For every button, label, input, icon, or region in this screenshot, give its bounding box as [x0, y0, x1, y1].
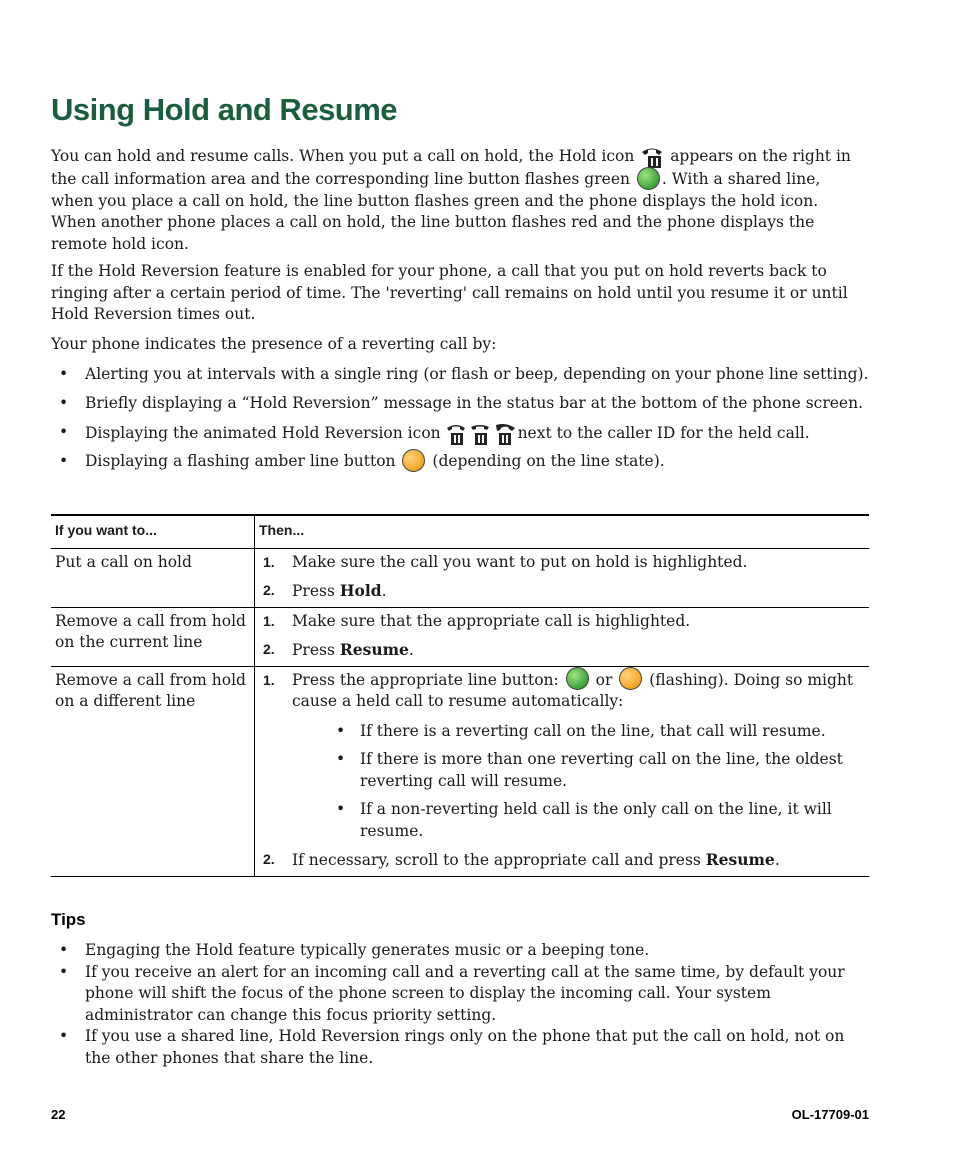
resume-conditions-list [292, 721, 865, 843]
step-item [263, 670, 865, 843]
steps-cell [255, 607, 870, 666]
step-text: Make sure that the appropriate call is highlighted. [292, 611, 691, 630]
list-item [51, 422, 869, 451]
step-number: 1. [263, 612, 275, 629]
table-row [51, 548, 869, 607]
column-header-task: If you want to... [51, 515, 255, 548]
softkey-label: Hold [339, 581, 382, 600]
hold-reversion-icon [446, 422, 518, 446]
intro-text-c: . With a shared line, when you place a call on hold, the line button flashes green and the phone displays the hold icon. When another phone places a call on hold, the line button flashes red and the phone displays the remote hold icon. [51, 170, 821, 253]
intro-paragraph-2: If the Hold Reversion feature is enabled for your phone, a call that you put on hold reverts back to ringing after a certain period of time. The 'reverting' call remains on hold until you resume it or until Hold Reversion times out. [51, 262, 848, 323]
green-line-button-icon [637, 167, 660, 190]
list-item-text: Alerting you at intervals with a single ring (or flash or beep, depending on your phone line setting). [85, 365, 869, 383]
list-item: • Engaging the Hold feature typically generates music or a beeping tone. [51, 940, 869, 962]
steps-list [263, 552, 865, 603]
column-header-steps: Then... [255, 515, 870, 548]
intro-paragraph-1 [51, 145, 865, 255]
list-item: • If there is a reverting call on the line, that call will resume. [292, 721, 865, 743]
step-number: 2. [263, 641, 275, 657]
step-text: . [408, 641, 414, 659]
page-number: 22 [51, 1107, 66, 1122]
intro-paragraph-3: Your phone indicates the presence of a reverting call by: [51, 335, 497, 353]
step-text: Press the appropriate line button: [292, 670, 559, 689]
table-row [51, 666, 869, 876]
list-item-text: Briefly displaying a “Hold Reversion” message in the status bar at the bottom of the phone screen. [85, 394, 863, 412]
table-header-row [51, 515, 869, 548]
hold-icon [639, 145, 665, 169]
green-line-button-icon [566, 667, 589, 690]
task-cell: Remove a call from hold on the current line [51, 607, 255, 666]
steps-cell [255, 666, 870, 876]
step-number: 1. [263, 553, 275, 570]
list-item: • If you receive an alert for an incoming call and a reverting call at the same time, by default your phone will shift the focus of the phone screen to display the incoming call. Your system administrator can change this focus priority setting. [51, 962, 869, 1027]
list-item [51, 451, 869, 480]
reverting-indicators-list [51, 364, 869, 480]
tips-list [51, 940, 869, 1069]
step-text: (flashing). Doing so might cause a held call to resume automatically: [292, 670, 854, 710]
list-item [51, 393, 869, 422]
step-number: 1. [263, 671, 275, 688]
step-text: Press [292, 582, 335, 600]
step-text: . [381, 582, 387, 600]
step-item [263, 580, 865, 603]
list-item: • If you use a shared line, Hold Reversion rings only on the phone that put the call on hold, not on the other phones that share the line. [51, 1026, 869, 1069]
step-number: 2. [263, 582, 275, 598]
step-item [263, 611, 865, 633]
softkey-label: Resume [339, 640, 409, 659]
step-text: Make sure the call you want to put on hold is highlighted. [292, 552, 748, 571]
step-text: Press [292, 641, 335, 659]
list-item [51, 364, 869, 393]
list-item-text: Displaying a flashing amber line button [85, 452, 396, 470]
list-item-text: next to the caller ID for the held call. [517, 424, 810, 442]
step-item [263, 849, 865, 872]
step-text: If necessary, scroll to the appropriate call and press [292, 851, 701, 869]
softkey-label: Resume [705, 850, 775, 869]
amber-line-button-icon [619, 667, 642, 690]
intro-text-a: You can hold and resume calls. When you put a call on hold, the Hold icon [51, 147, 635, 165]
amber-line-button-icon [402, 449, 425, 472]
steps-list [263, 670, 865, 872]
document-id: OL-17709-01 [791, 1107, 869, 1122]
list-item: • If a non-reverting held call is the only call on the line, it will resume. [292, 799, 865, 842]
step-text: . [774, 851, 780, 869]
task-cell: Remove a call from hold on a different line [51, 666, 255, 876]
list-item-text: Displaying the animated Hold Reversion icon [85, 424, 441, 442]
list-item: • If there is more than one reverting call on the line, the oldest reverting call will resume. [292, 749, 865, 792]
list-item-text: (depending on the line state). [432, 452, 665, 470]
hold-resume-table [51, 514, 869, 877]
tips-heading: Tips [51, 910, 86, 929]
page-title: Using Hold and Resume [51, 92, 398, 127]
step-item [263, 639, 865, 662]
steps-list [263, 611, 865, 662]
step-number: 2. [263, 851, 275, 867]
step-text: or [595, 670, 613, 689]
task-cell: Put a call on hold [51, 548, 255, 607]
table-row [51, 607, 869, 666]
steps-cell [255, 548, 870, 607]
intro-text-b: appears on the right in the call information area and the corresponding line button flashes green [51, 147, 851, 188]
step-item [263, 552, 865, 574]
